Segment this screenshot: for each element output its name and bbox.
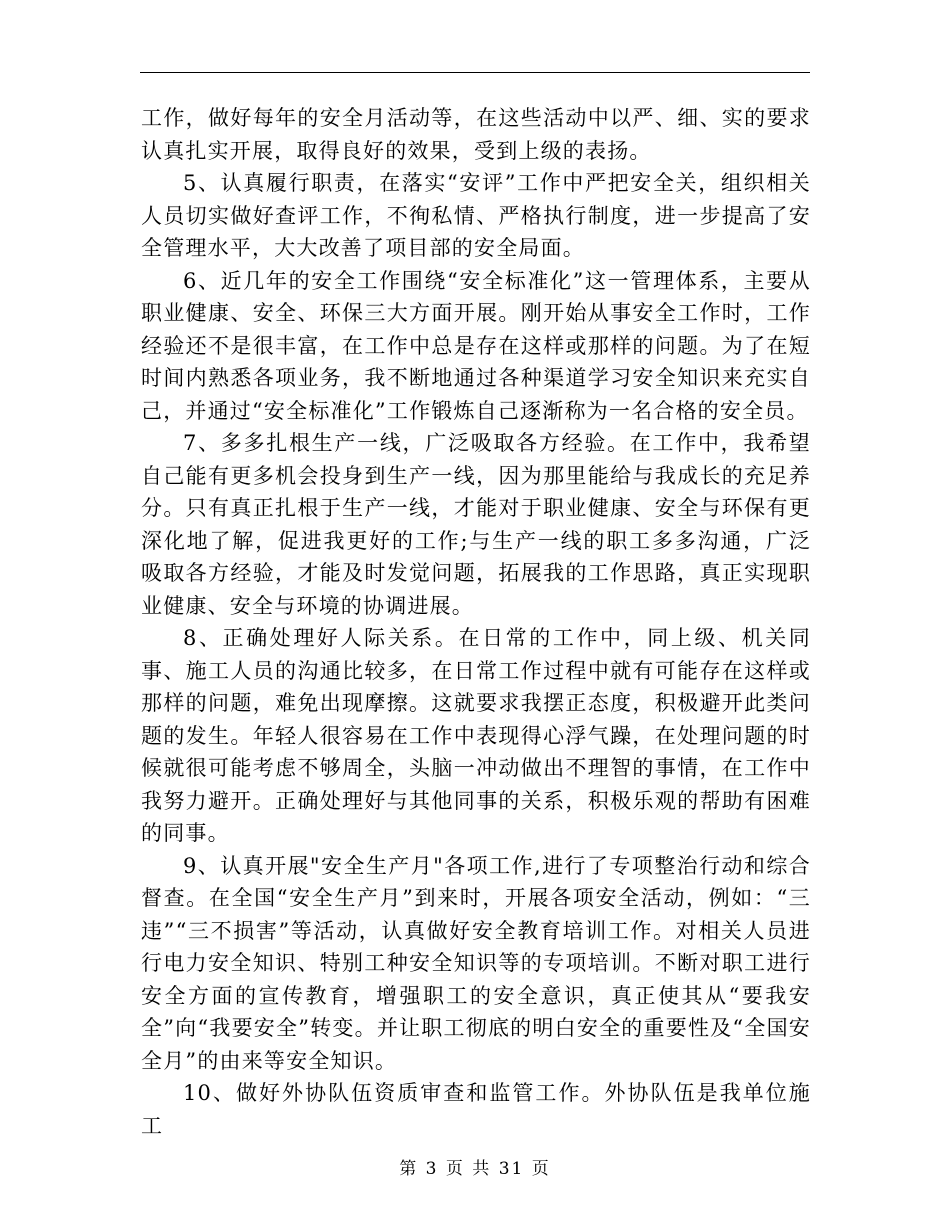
- page-number-footer: 第 3 页 共 31 页: [399, 1159, 551, 1179]
- document-body: [141, 102, 811, 1142]
- paragraph-item-7: 7、多多扎根生产一线，广泛吸取各方经验。在工作中，我希望自己能有更多机会投身到生产一线，因为那里能给与我成长的充足养分。只有真正扎根于生产一线，才能对于职业健康、安全与环保有更深化地了解，促进我更好的工作;与生产一线的职工多多沟通，广泛吸取各方经验，才能及时发觉问题，拓展我的工作思路，真正实现职业健康、安全与环境的协调进展。: [141, 431, 811, 618]
- paragraph-item-9: 9、认真开展"安全生产月"各项工作,进行了专项整治行动和综合督查。在全国“安全生产月”到来时，开展各项安全活动，例如：“三违”“三不损害”等活动，认真做好安全教育培训工作。对相关人员进行电力安全知识、特别工种安全知识等的专项培训。不断对职工进行安全方面的宣传教育，增强职工的安全意识，真正使其从“要我安全”向“我要安全”转变。并让职工彻底的明白安全的重要性及“全国安全月”的由来等安全知识。: [141, 853, 811, 1073]
- paragraph-item-6: 6、近几年的安全工作围绕“安全标准化”这一管理体系，主要从职业健康、安全、环保三大方面开展。刚开始从事安全工作时，工作经验还不是很丰富，在工作中总是存在这样或那样的问题。为了在短时间内熟悉各项业务，我不断地通过各种渠道学习安全知识来充实自己，并通过“安全标准化”工作锻炼自己逐渐称为一名合格的安全员。: [141, 268, 811, 423]
- header-rule: [140, 72, 810, 73]
- paragraph-item-10: 10、做好外协队伍资质审查和监管工作。外协队伍是我单位施工: [141, 1081, 811, 1138]
- paragraph-continued: 工作，做好每年的安全月活动等，在这些活动中以严、细、实的要求认真扎实开展，取得良好的效果，受到上级的表扬。: [141, 106, 811, 163]
- paragraph-item-8: 8、正确处理好人际关系。在日常的工作中，同上级、机关同事、施工人员的沟通比较多，在日常工作过程中就有可能存在这样或那样的问题，难免出现摩擦。这就要求我摆正态度，积极避开此类问题的发生。年轻人很容易在工作中表现得心浮气躁，在处理问题的时候就很可能考虑不够周全，头脑一冲动做出不理智的事情，在工作中我努力避开。正确处理好与其他同事的关系，积极乐观的帮助有困难的同事。: [141, 626, 811, 845]
- paragraph-item-5: 5、认真履行职责，在落实“安评”工作中严把安全关，组织相关人员切实做好查评工作，不徇私情、严格执行制度，进一步提高了安全管理水平，大大改善了项目部的安全局面。: [141, 171, 811, 260]
